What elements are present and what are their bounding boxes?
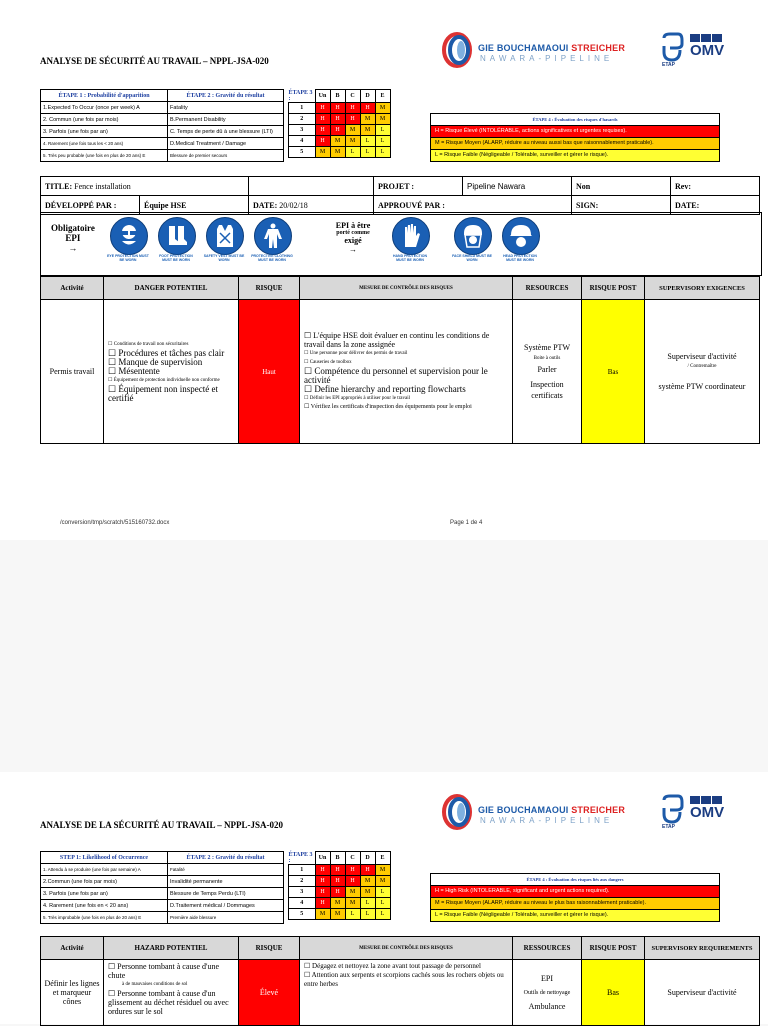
- ppe-caption: HEAD PROTECTION MUST BE WORN: [503, 254, 537, 262]
- hazard-item: ☐ Personne tombant à cause d'une chute: [108, 962, 220, 980]
- matrix-row-number: 5: [289, 146, 316, 157]
- matrix-cell: L: [360, 897, 375, 908]
- step2-header: ÉTAPE 2 : Gravité du résultat: [168, 852, 284, 864]
- matrix-cell: M: [360, 875, 375, 886]
- matrix-cell: M: [315, 146, 330, 157]
- gie-prefix: GIE: [478, 43, 495, 53]
- title-value: Fence installation: [74, 181, 131, 191]
- risk-low-row: L = Risque Faible (Négligeable / Tolérable, surveiller et gérer le risque).: [431, 149, 719, 161]
- matrix-cell: M: [345, 897, 360, 908]
- etap-logo-icon: [660, 794, 684, 824]
- etap-label: ETAP: [662, 62, 675, 68]
- matrix-cell: L: [360, 146, 375, 157]
- step1-row: 5. Très peu probable (une fois en plus de 20 ans) E: [41, 150, 168, 162]
- step1-row: 3. Parfois (une fois par an): [41, 126, 168, 138]
- control-item: ☐ Définir les EPI appropriés à utiliser pour le travail: [304, 396, 410, 401]
- safety-vest-icon: [205, 217, 243, 261]
- risk-assessment-table: [40, 936, 760, 1026]
- matrix-cell: H: [330, 886, 345, 897]
- resource-item: Ambulance: [528, 1001, 566, 1011]
- col-header: Activité: [41, 937, 104, 960]
- name-label: Non: [576, 181, 591, 191]
- matrix-col: E: [375, 852, 390, 865]
- resource-item: EPI: [541, 973, 553, 983]
- etap-logo-icon: [660, 32, 684, 62]
- step2-row: D.Medical Treatment / Damage: [168, 138, 284, 150]
- matrix-col: B: [330, 852, 345, 865]
- matrix-cell: M: [375, 864, 390, 875]
- danger-item: ☐ Équipement de protection individuelle non conforme: [108, 378, 220, 383]
- matrix-cell: H: [330, 102, 345, 113]
- col-header: RESOURCES: [513, 277, 582, 300]
- gie-logo-mark-icon: [440, 794, 474, 830]
- col-header: RISQUE: [239, 277, 300, 300]
- matrix-cell: H: [315, 113, 330, 124]
- matrix-cell: H: [330, 875, 345, 886]
- matrix-cell: M: [345, 124, 360, 135]
- col-header: HAZARD POTENTIEL: [104, 937, 239, 960]
- supervisory-item: Superviseur d'activité: [667, 351, 737, 361]
- matrix-cell: H: [360, 864, 375, 875]
- control-item: ☐ Une personne pour délivrer des permis de travail: [304, 351, 408, 356]
- required-ppe-label-c: exigé: [344, 236, 362, 245]
- approved-by-label: APPROUVÉ PAR :: [378, 200, 445, 210]
- step1-header: ÉTAPE 1 : Probabilité d'apparition: [41, 90, 168, 102]
- gie-subtitle: NAWARA-PIPELINE: [480, 816, 614, 825]
- step2-row: Première aide blessure: [168, 912, 284, 924]
- matrix-row: [289, 864, 391, 875]
- step2-row: Blessure de Temps Perdu (LTI): [168, 888, 284, 900]
- matrix-cell: M: [360, 113, 375, 124]
- step2-row: Blessure de premier secours: [168, 150, 284, 162]
- ppe-section: [40, 212, 762, 276]
- col-header: Activité: [41, 277, 104, 300]
- matrix-cell: H: [345, 864, 360, 875]
- matrix-row: [289, 135, 391, 146]
- risk-cell: Élevé: [239, 960, 300, 1026]
- step2-row: Fatalité: [168, 864, 284, 876]
- col-header: RISQUE POST: [582, 937, 645, 960]
- omv-bars-icon: [690, 796, 722, 804]
- date-value: 20/02/18: [279, 200, 308, 210]
- matrix-row: [289, 875, 391, 886]
- risk-medium-row: M = Risque Moyen (ALARP, réduire au niveau le plus bas raisonnablement praticable).: [431, 897, 719, 909]
- matrix-cell: M: [360, 124, 375, 135]
- col-header: RISQUE POST: [582, 277, 645, 300]
- protective-clothing-icon: [253, 217, 291, 261]
- matrix-cell: L: [360, 135, 375, 146]
- step1-row: 1. Attendu à se produire (une fois par semaine) A: [41, 864, 168, 876]
- risk-medium-row: M = Risque Moyen (ALARP, réduire au niveau aussi bas que raisonnablement praticable).: [431, 137, 719, 149]
- danger-item: ☐ Équipement non inspecté et certifié: [108, 384, 219, 403]
- control-item: ☐ Attention aux serpents et scorpions cachés sous les rochers objets ou entre herbes: [304, 971, 504, 988]
- step3-label: ÉTAPE 3 :: [288, 851, 313, 864]
- ppe-caption: EYE PROTECTION MUST BE WORN: [107, 254, 149, 262]
- matrix-col: D: [360, 852, 375, 865]
- matrix-row-number: 2: [289, 875, 316, 886]
- likelihood-severity-table: [40, 851, 284, 924]
- risk-legend: [430, 113, 720, 162]
- controls-cell: [300, 960, 513, 1026]
- rev-label: Rev:: [675, 181, 691, 191]
- matrix-row: [289, 908, 391, 919]
- page-2: [0, 772, 768, 1024]
- matrix-cell: H: [315, 897, 330, 908]
- matrix-cell: H: [315, 124, 330, 135]
- risk-cell: Haut: [239, 300, 300, 444]
- matrix-row: [289, 897, 391, 908]
- matrix-row-number: 3: [289, 886, 316, 897]
- col-header: DANGER POTENTIEL: [104, 277, 239, 300]
- footer-page-number: Page 1 de 4: [450, 520, 483, 526]
- step1-row: 2. Commun (une fois par mois): [41, 114, 168, 126]
- matrix-cell: M: [375, 102, 390, 113]
- omv-label: OMV: [690, 804, 725, 821]
- mandatory-ppe-label-b: EPI: [65, 233, 81, 243]
- risk-legend: [430, 873, 720, 922]
- matrix-cell: M: [330, 146, 345, 157]
- omv-label: OMV: [690, 42, 725, 59]
- risk-high-row: H = Risque Élevé (INTOLÉRABLE, actions significatives et urgentes requises).: [431, 125, 719, 137]
- matrix-cell: M: [375, 113, 390, 124]
- title-label: TITLE:: [45, 181, 73, 191]
- likelihood-severity-table: [40, 89, 284, 162]
- matrix-row: [289, 124, 391, 135]
- ppe-caption: FACE SHIELD MUST BE WORN: [452, 254, 492, 262]
- resource-item: Boite à outils: [533, 356, 561, 361]
- resource-item: Outils de nettoyage: [523, 989, 571, 996]
- matrix-cell: H: [330, 124, 345, 135]
- matrix-cell: H: [315, 135, 330, 146]
- step1-row: 2.Commun (une fois par mois): [41, 876, 168, 888]
- step2-row: Invalidité permanente: [168, 876, 284, 888]
- step4-header: ÉTAPE 4 : Évaluation des risques liés aux dangers: [526, 877, 624, 882]
- hazard-item: ☐ Personne tombant à cause d'un glissement au déchet résiduel ou avec ordures sur le sol: [108, 989, 229, 1016]
- hazard-item-sub: à de mauvaises conditions de sol: [122, 982, 188, 987]
- col-header: MESURE DE CONTRÔLE DES RISQUES: [300, 277, 513, 300]
- ppe-caption: HAND PROTECTION MUST BE WORN: [392, 254, 428, 262]
- control-item: ☐ Compétence du personnel et supervision pour le activité: [304, 366, 488, 385]
- matrix-col: E: [375, 90, 390, 103]
- arrow-icon: →: [68, 243, 78, 253]
- arrow-icon: →: [349, 245, 357, 254]
- col-header: RISQUE: [239, 937, 300, 960]
- step2-row: B.Permanent Disability: [168, 114, 284, 126]
- activity-cell: Permis travail: [41, 300, 104, 444]
- matrix-row-number: 1: [289, 864, 316, 875]
- step1-row: 4. Rarement (une fois en < 20 ans): [41, 900, 168, 912]
- control-item: ☐ Causeries de toolbox: [304, 360, 352, 365]
- matrix-cell: L: [375, 908, 390, 919]
- matrix-cell: L: [375, 124, 390, 135]
- matrix-row-number: 3: [289, 124, 316, 135]
- matrix-col: D: [360, 90, 375, 103]
- matrix-cell: H: [360, 102, 375, 113]
- gie-company-a: BOUCHAMAOUI: [496, 43, 569, 53]
- activity-cell: Définir les lignes et marqueur cônes: [41, 960, 104, 1026]
- matrix-cell: M: [360, 886, 375, 897]
- gie-company-a: BOUCHAMAOUI: [496, 805, 569, 815]
- page-title: ANALYSE DE SÉCURITÉ AU TRAVAIL – NPPL-JSA-020: [40, 56, 269, 66]
- head-protection-icon: [501, 217, 539, 261]
- gie-logo: [440, 794, 640, 834]
- required-ppe-label-a: EPI à être: [335, 221, 371, 230]
- control-item: ☐ Dégagez et nettoyez la zone avant tout passage de personnel: [304, 962, 481, 970]
- control-item: ☐ L'équipe HSE doit évaluer en continu les conditions de travail dans la zone assignée: [304, 331, 490, 349]
- risk-matrix: [288, 851, 391, 920]
- projet-value: Pipeline Nawara: [467, 181, 526, 191]
- step2-row: Fatality: [168, 102, 284, 114]
- matrix-cell: M: [375, 875, 390, 886]
- matrix-row: [289, 146, 391, 157]
- matrix-col: Un: [315, 90, 330, 103]
- footer-path: /conversion/tmp/scratch/515160732.docx: [60, 520, 170, 526]
- gie-subtitle: NAWARA-PIPELINE: [480, 54, 614, 63]
- step2-row: C. Temps de perte dû à une blessure (LTI): [168, 126, 284, 138]
- matrix-cell: M: [345, 886, 360, 897]
- matrix-row: [289, 113, 391, 124]
- supervisory-item: système PTW coordinateur: [658, 381, 746, 391]
- col-header: RESSOURCES: [513, 937, 582, 960]
- hand-protection-icon: [391, 217, 429, 261]
- matrix-cell: L: [345, 908, 360, 919]
- col-header: SUPERVISORY EXIGENCES: [645, 277, 760, 300]
- page-title: ANALYSE DE LA SÉCURITÉ AU TRAVAIL – NPPL-JSA-020: [40, 820, 283, 830]
- gie-company-b: STREICHER: [571, 43, 626, 53]
- resource-item: Système PTW: [524, 343, 570, 352]
- col-header: SUPERVISORY REQUIREMENTS: [645, 937, 760, 960]
- controls-cell: [300, 300, 513, 444]
- matrix-cell: H: [345, 875, 360, 886]
- step1-row: 5. Très improbable (une fois en plus de 20 ans) E: [41, 912, 168, 924]
- matrix-row-number: 4: [289, 135, 316, 146]
- ppe-caption: FOOT PROTECTION MUST BE WORN: [159, 254, 193, 262]
- date2-label: DATE:: [675, 200, 700, 210]
- step2-row: D.Traitement médical / Dommages: [168, 900, 284, 912]
- step1-row: 1.Expected To Occur (once per week) A: [41, 102, 168, 114]
- etap-label: ETAP: [662, 824, 675, 830]
- matrix-col: C: [345, 90, 360, 103]
- danger-item: ☐ Mésentente: [108, 366, 160, 376]
- matrix-cell: L: [375, 135, 390, 146]
- risk-post-cell: Bas: [582, 300, 645, 444]
- matrix-cell: H: [345, 102, 360, 113]
- matrix-cell: L: [345, 146, 360, 157]
- control-item: ☐ Define hierarchy and reporting flowcharts: [304, 384, 466, 394]
- matrix-cell: H: [330, 864, 345, 875]
- eye-protection-icon: [109, 217, 147, 261]
- omv-etap-logo: [660, 32, 730, 72]
- supervisory-cell: [645, 300, 760, 444]
- ppe-caption: SAFETY VEST MUST BE WORN: [203, 254, 245, 262]
- gie-logo: [440, 32, 640, 72]
- col-header: MESURE DE CONTRÔLE DES RISQUES: [300, 937, 513, 960]
- resource-item: Inspection certificats: [530, 380, 564, 400]
- matrix-cell: M: [330, 897, 345, 908]
- risk-assessment-table: [40, 276, 760, 444]
- matrix-row: [289, 886, 391, 897]
- omv-bars-icon: [690, 34, 722, 42]
- matrix-row-number: 1: [289, 102, 316, 113]
- matrix-row: [289, 102, 391, 113]
- matrix-col: Un: [315, 852, 330, 865]
- gie-company-b: STREICHER: [571, 805, 626, 815]
- matrix-row-number: 2: [289, 113, 316, 124]
- matrix-cell: M: [315, 908, 330, 919]
- matrix-cell: H: [330, 113, 345, 124]
- step1-row: 4. Rarement (une fois tous les < 20 ans): [41, 138, 168, 150]
- risk-low-row: L = Risque Faible (Négligeable / Tolérable, surveiller et gérer le risque).: [431, 909, 719, 921]
- danger-item: ☐ Conditions de travail non sécuritaires: [108, 342, 189, 347]
- danger-item: ☐ Procédures et tâches pas clair: [108, 348, 225, 358]
- matrix-cell: L: [375, 897, 390, 908]
- foot-protection-icon: [157, 217, 195, 261]
- matrix-body: [289, 864, 391, 919]
- date-label: DATE:: [253, 200, 278, 210]
- sign-label: SIGN:: [576, 200, 599, 210]
- matrix-col: C: [345, 852, 360, 865]
- matrix-col: B: [330, 90, 345, 103]
- step1-row: 3. Parfois (une fois par an): [41, 888, 168, 900]
- step4-header: ÉTAPE 4 : Évaluation des risques d'hasards: [532, 117, 618, 122]
- danger-cell: [104, 300, 239, 444]
- matrix-cell: H: [315, 864, 330, 875]
- matrix-row-number: 4: [289, 897, 316, 908]
- matrix-cell: L: [375, 886, 390, 897]
- risk-high-row: H = High Risk (INTOLERABLE, significant and urgent actions required).: [431, 885, 719, 897]
- matrix-cell: M: [345, 135, 360, 146]
- mandatory-ppe-label-a: Obligatoire: [51, 223, 95, 233]
- danger-item: ☐ Manque de supervision: [108, 357, 203, 367]
- gie-logo-mark-icon: [440, 32, 474, 68]
- matrix-cell: H: [315, 886, 330, 897]
- supervisory-cell: Superviseur d'activité: [645, 960, 760, 1026]
- developed-by-value: Équipe HSE: [144, 200, 187, 210]
- hazard-cell: [104, 960, 239, 1026]
- step3-label: ÉTAPE 3 :: [288, 89, 313, 102]
- matrix-cell: L: [375, 146, 390, 157]
- risk-post-cell: Bas: [582, 960, 645, 1026]
- required-ppe-label-b: porté comme: [336, 230, 370, 236]
- matrix-cell: H: [315, 102, 330, 113]
- supervisory-item: / Contremaître: [687, 363, 717, 369]
- resources-cell: [513, 300, 582, 444]
- risk-matrix: [288, 89, 391, 158]
- projet-label: PROJET :: [378, 181, 415, 191]
- step1-header: STEP 1: Likelihood of Occurrence: [41, 852, 168, 864]
- step2-header: ÉTAPE 2 : Gravité du résultat: [168, 90, 284, 102]
- control-item: ☐ Vérifiez les certificats d'inspection des équipements pour le emploi: [304, 404, 472, 410]
- matrix-body: [289, 102, 391, 157]
- matrix-cell: M: [330, 908, 345, 919]
- matrix-cell: M: [330, 135, 345, 146]
- omv-etap-logo: [660, 794, 730, 834]
- face-shield-icon: [453, 217, 491, 261]
- matrix-cell: H: [345, 113, 360, 124]
- gie-prefix: GIE: [478, 805, 495, 815]
- resource-item: Parler: [537, 365, 557, 374]
- matrix-cell: H: [315, 875, 330, 886]
- ppe-caption: PROTECTIVE CLOTHING MUST BE WORN: [251, 254, 293, 262]
- resources-cell: [513, 960, 582, 1026]
- matrix-row-number: 5: [289, 908, 316, 919]
- document-info-table: [40, 176, 760, 215]
- developed-by-label: DÉVELOPPÉ PAR :: [45, 200, 117, 210]
- matrix-cell: L: [360, 908, 375, 919]
